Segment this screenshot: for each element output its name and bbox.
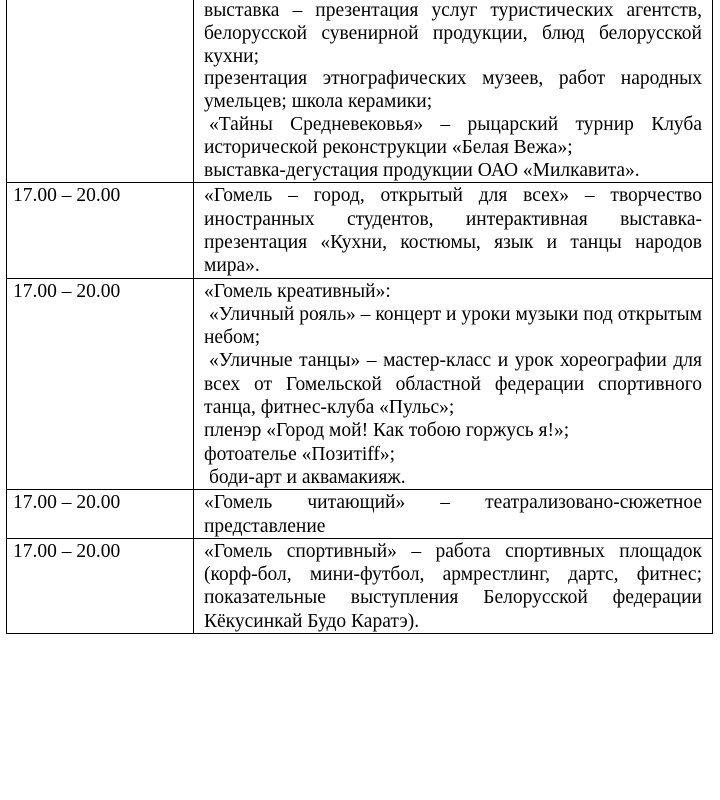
event-paragraph: «Гомель спортивный» – работа спортивных площадок (корф-бол, мини-футбол, армрестлинг, дартс, фитнес; показательные выступления Белорусской федерации Кёкусинкай Будо Каратэ). <box>204 540 702 632</box>
event-paragraph: «Уличный рояль» – концерт и уроки музыки под открытым небом; <box>204 303 702 349</box>
event-paragraph: «Тайны Средневековья» – рыцарский турнир Клуба исторической реконструкции «Белая Вежа»; <box>204 113 702 158</box>
time-label: 17.00 – 20.00 <box>13 492 121 514</box>
description-cell <box>194 0 713 183</box>
description-cell <box>194 278 713 490</box>
event-schedule-table <box>6 0 713 634</box>
event-paragraph: «Гомель читающий» – театрализовано-сюжетное представление <box>204 492 702 537</box>
table-row <box>7 278 713 490</box>
time-cell <box>7 490 194 539</box>
table-row <box>7 0 713 183</box>
table-row <box>7 183 713 278</box>
event-paragraph: «Гомель креативный»: <box>204 280 391 302</box>
table-row <box>7 490 713 539</box>
event-paragraph: презентация этнографических музеев, работ народных умельцев; школа керамики; <box>204 68 702 113</box>
time-cell <box>7 183 194 278</box>
event-paragraph: «Гомель – город, открытый для всех» – творчество иностранных студентов, интерактивная выставка-презентация «Кухни, костюмы, язык и танцы народов мира». <box>204 185 702 277</box>
time-label: 17.00 – 20.00 <box>13 540 121 562</box>
description-cell <box>194 183 713 278</box>
description-cell <box>194 490 713 539</box>
event-paragraph: выставка-дегустация продукции ОАО «Милкавита». <box>204 159 640 181</box>
time-cell <box>7 538 194 633</box>
time-cell <box>7 278 194 490</box>
description-cell <box>194 538 713 633</box>
event-paragraph: выставка – презентация услуг туристических агентств, белорусской сувенирной продукции, блюд белорусской кухни; <box>204 0 702 67</box>
event-paragraph: боди-арт и аквамакияж. <box>209 466 406 488</box>
time-label: 17.00 – 20.00 <box>13 280 121 302</box>
table-row <box>7 538 713 633</box>
event-paragraph: пленэр «Город мой! Как тобою горжусь я!»; <box>204 420 570 442</box>
event-paragraph: «Уличные танцы» – мастер-класс и урок хореографии для всех от Гомельской областной федерации спортивного танца, фитнес-клуба «Пульс»; <box>204 350 702 419</box>
event-paragraph: фотоателье «Позитiff»; <box>204 443 396 465</box>
time-label: 17.00 – 20.00 <box>13 185 121 207</box>
time-cell <box>7 0 194 183</box>
